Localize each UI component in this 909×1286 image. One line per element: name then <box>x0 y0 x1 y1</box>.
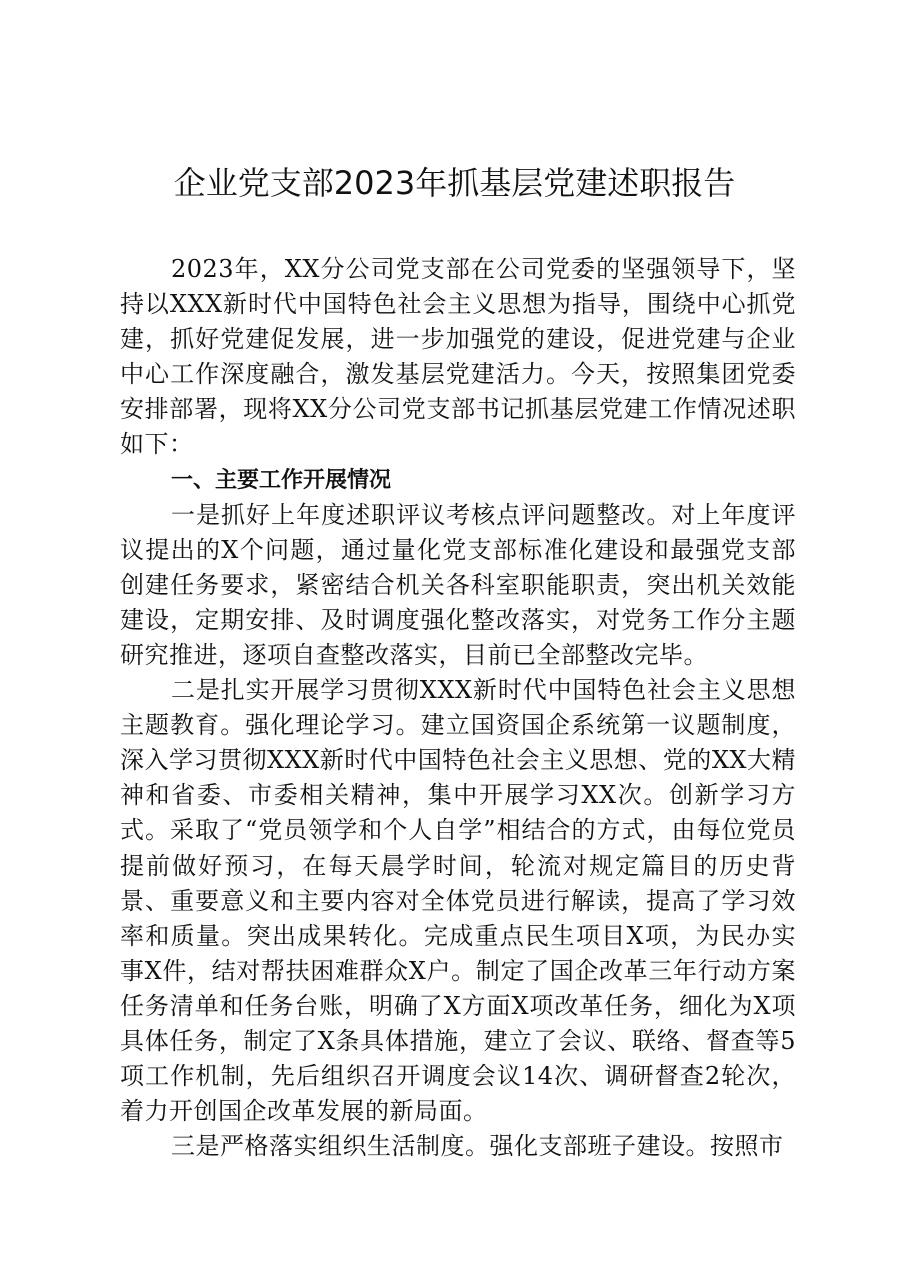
paragraph-theme-education: 二是扎实开展学习贯彻XXX新时代中国特色社会主义思想主题教育。强化理论学习。建立国资国企系统第一议题制度，深入学习贯彻XXX新时代中国特色社会主义思想、党的XX大精神和省委、市委相关精神，集中开展学习XX次。创新学习方式。采取了“党员领学和个人自学”相结合的方式，由每位党员提前做好预习，在每天晨学时间，轮流对规定篇目的历史背景、重要意义和主要内容对全体党员进行解读，提高了学习效率和质量。突出成果转化。完成重点民生项目X项，为民办实事X件，结对帮扶困难群众X户。制定了国企改革三年行动方案任务清单和任务台账，明确了X方面X项改革任务，细化为X项具体任务，制定了X条具体措施，建立了会议、联络、督查等5项工作机制，先后组织召开调度会议14次、调研督查2轮次，着力开创国企改革发展的新局面。 <box>120 676 796 1126</box>
paragraph-organization-life: 三是严格落实组织生活制度。强化支部班子建设。按照市 <box>171 1132 784 1161</box>
document-body <box>120 252 796 1164</box>
paragraph-rectification: 一是抓好上年度述职评议考核点评问题整改。对上年度评议提出的X个问题，通过量化党支部标准化建设和最强党支部创建任务要求，紧密结合机关各科室职能职责，突出机关效能建设，定期安排、及时调度强化整改落实，对党务工作分主题研究推进，逐项自查整改落实，目前已全部整改完毕。 <box>120 500 796 669</box>
intro-paragraph: 2023年，XX分公司党支部在公司党委的坚强领导下，坚持以XXX新时代中国特色社会主义思想为指导，围绕中心抓党建，抓好党建促发展，进一步加强党的建设，促进党建与企业中心工作深度融合，激发基层党建活力。今天，按照集团党委安排部署，现将XX分公司党支部书记抓基层党建工作情况述职如下： <box>120 255 796 459</box>
document-title: 企业党支部2023年抓基层党建述职报告 <box>173 164 736 202</box>
section-heading-main-work: 一、主要工作开展情况 <box>171 467 392 493</box>
